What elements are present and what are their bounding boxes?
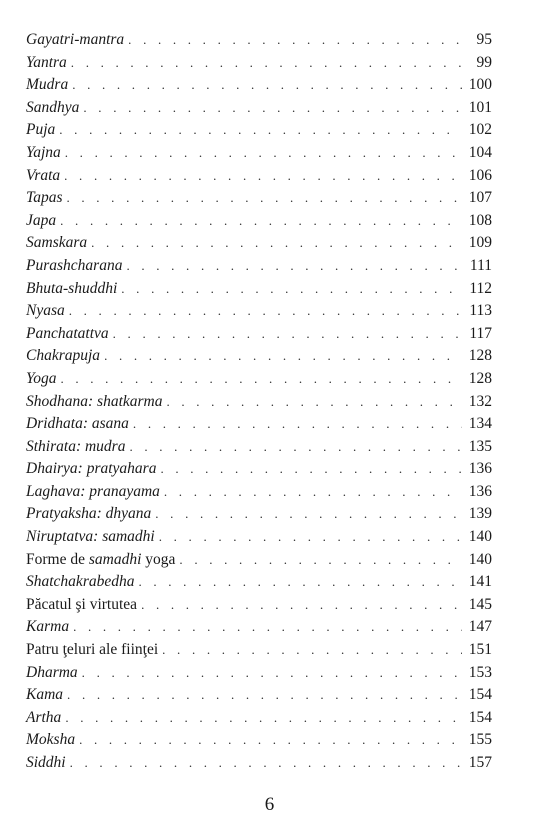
toc-entry xyxy=(26,707,492,730)
toc-entry-page: 153 xyxy=(468,663,492,681)
toc-entry xyxy=(26,662,492,685)
toc-entry-page: 140 xyxy=(468,550,492,568)
toc-entry xyxy=(26,752,492,775)
dot-leader xyxy=(138,571,462,594)
toc-entry-title: Chakrapuja xyxy=(26,347,101,365)
dot-leader xyxy=(126,255,462,278)
toc-entry-title: Dharma xyxy=(26,663,78,681)
dot-leader xyxy=(79,729,462,752)
dot-leader xyxy=(121,278,462,301)
toc-entry-page: 109 xyxy=(468,234,492,252)
toc-entry xyxy=(26,503,492,526)
dot-leader xyxy=(66,187,462,210)
toc-entry-title: Puja xyxy=(26,121,56,139)
toc-entry-title: Dridhata: asana xyxy=(26,415,129,433)
toc-entry-page: 157 xyxy=(468,754,492,771)
dot-leader xyxy=(82,662,462,685)
toc-entry-page: 136 xyxy=(468,460,492,478)
toc-entry-title: Niruptatva: samadhi xyxy=(26,528,155,546)
dot-leader xyxy=(60,368,462,391)
toc-entry xyxy=(26,210,492,233)
toc-entry xyxy=(26,549,492,572)
toc-entry-title: Nyasa xyxy=(26,302,65,320)
toc-entry-page: 155 xyxy=(468,731,492,749)
toc-entry-title: Japa xyxy=(26,211,57,229)
toc-entry-page: 147 xyxy=(468,618,492,636)
toc-entry xyxy=(26,255,492,278)
dot-leader xyxy=(166,391,462,414)
toc-entry-title: Yoga xyxy=(26,369,57,387)
toc-entry xyxy=(26,616,492,639)
toc-entry-page: 99 xyxy=(476,53,492,71)
toc-entry xyxy=(26,119,492,142)
toc-entry-title: Panchatattva xyxy=(26,324,109,342)
toc-entry-title-italic: samadhi xyxy=(88,550,142,568)
toc-entry-title: Bhuta-shuddhi xyxy=(26,279,118,297)
toc-entry-title: Shatchakrabedha xyxy=(26,573,135,591)
dot-leader xyxy=(159,526,462,549)
toc-entry xyxy=(26,639,492,662)
toc-entry xyxy=(26,481,492,504)
toc-entry xyxy=(26,278,492,301)
toc-entry-title: Sthirata: mudra xyxy=(26,437,126,455)
toc-entry-page: 132 xyxy=(468,392,492,410)
toc-entry-title xyxy=(26,549,179,572)
dot-leader xyxy=(71,52,462,75)
toc-entry-page: 128 xyxy=(468,369,492,387)
toc-entry-page: 135 xyxy=(468,437,492,455)
toc-entry-page: 154 xyxy=(468,708,492,726)
dot-leader xyxy=(73,616,462,639)
toc-entry xyxy=(26,52,492,75)
toc-entry-page: 117 xyxy=(469,324,492,342)
toc-entry-title-suffix: yoga xyxy=(141,550,176,568)
toc-entry xyxy=(26,165,492,188)
toc-entry-page: 106 xyxy=(468,166,492,184)
toc-entry-title: Moksha xyxy=(26,731,76,749)
dot-leader xyxy=(67,684,462,707)
dot-leader xyxy=(133,413,462,436)
dot-leader xyxy=(65,142,462,165)
toc-entry-title: Sandhya xyxy=(26,98,80,116)
toc-entry xyxy=(26,300,492,323)
toc-entry-page: 100 xyxy=(468,76,492,94)
dot-leader xyxy=(69,300,462,323)
toc-entry xyxy=(26,571,492,594)
toc-entry-page: 104 xyxy=(468,143,492,161)
toc-entry-page: 145 xyxy=(468,595,492,613)
toc-entry-page: 141 xyxy=(468,573,492,591)
toc-entry-page: 108 xyxy=(468,211,492,229)
page-number: 6 xyxy=(264,794,275,815)
toc-entry xyxy=(26,729,492,752)
toc-entry xyxy=(26,436,492,459)
toc-entry-title: Păcatul şi virtutea xyxy=(26,595,138,613)
toc-entry xyxy=(26,97,492,120)
dot-leader xyxy=(128,29,462,52)
toc-entry-title: Yajna xyxy=(26,143,61,161)
toc-entry-page: 102 xyxy=(468,121,492,139)
dot-leader xyxy=(65,707,462,730)
toc-entry-page: 101 xyxy=(468,98,492,116)
toc-entry xyxy=(26,391,492,414)
toc-entry xyxy=(26,526,492,549)
toc-entry-page: 111 xyxy=(469,256,492,274)
toc-entry-page: 112 xyxy=(469,279,492,297)
toc-entry xyxy=(26,684,492,707)
dot-leader xyxy=(83,97,462,120)
toc-entry xyxy=(26,187,492,210)
toc-entry-title: Vrata xyxy=(26,166,61,184)
toc-entry-page: 113 xyxy=(469,302,492,320)
toc-entry-page: 154 xyxy=(468,686,492,704)
toc-entry xyxy=(26,345,492,368)
toc-entry-title: Yantra xyxy=(26,53,67,71)
toc-entry-title: Shodhana: shatkarma xyxy=(26,392,163,410)
toc-entry-page: 151 xyxy=(468,641,492,659)
toc-entry xyxy=(26,368,492,391)
toc-entry-page: 139 xyxy=(468,505,492,523)
toc-entry-title: Gayatri-mantra xyxy=(26,31,125,48)
toc-entry-title: Samskara xyxy=(26,234,88,252)
toc-entry-title: Siddhi xyxy=(26,754,66,771)
toc-entry-page: 134 xyxy=(468,415,492,433)
dot-leader xyxy=(60,210,462,233)
toc-entry-page: 140 xyxy=(468,528,492,546)
dot-leader xyxy=(113,323,462,346)
toc-entry-title: Karma xyxy=(26,618,70,636)
toc-entry xyxy=(26,142,492,165)
toc-entry xyxy=(26,594,492,617)
dot-leader xyxy=(160,458,462,481)
toc-entry-title: Dhairya: pratyahara xyxy=(26,460,157,478)
toc-entry-page: 95 xyxy=(476,31,492,48)
dot-leader xyxy=(59,119,462,142)
toc-entry-page: 136 xyxy=(468,482,492,500)
toc-entry-title: Laghava: pranayama xyxy=(26,482,160,500)
toc-entry-title-prefix: Forme de xyxy=(26,550,89,568)
dot-leader xyxy=(64,165,462,188)
dot-leader xyxy=(155,503,462,526)
toc-entry xyxy=(26,458,492,481)
toc-entry xyxy=(26,323,492,346)
dot-leader xyxy=(91,232,462,255)
toc-entry xyxy=(26,74,492,97)
toc-entry xyxy=(26,29,492,52)
dot-leader xyxy=(72,74,462,97)
toc-entry-title: Artha xyxy=(26,708,62,726)
toc-entry-title: Patru ţeluri ale fiinţei xyxy=(26,641,159,659)
dot-leader xyxy=(104,345,462,368)
toc-entry-title: Tapas xyxy=(26,189,63,207)
toc-entry-title: Mudra xyxy=(26,76,69,94)
table-of-contents xyxy=(26,29,492,775)
dot-leader xyxy=(179,549,462,572)
dot-leader xyxy=(70,752,462,775)
dot-leader xyxy=(129,436,462,459)
toc-entry-page: 128 xyxy=(468,347,492,365)
toc-entry-page: 107 xyxy=(468,189,492,207)
toc-entry-title: Purashcharana xyxy=(26,256,123,274)
toc-entry-title: Pratyaksha: dhyana xyxy=(26,505,152,523)
toc-entry xyxy=(26,232,492,255)
toc-entry xyxy=(26,413,492,436)
toc-entry-title: Kama xyxy=(26,686,64,704)
dot-leader xyxy=(164,481,462,504)
dot-leader xyxy=(162,639,462,662)
dot-leader xyxy=(141,594,462,617)
